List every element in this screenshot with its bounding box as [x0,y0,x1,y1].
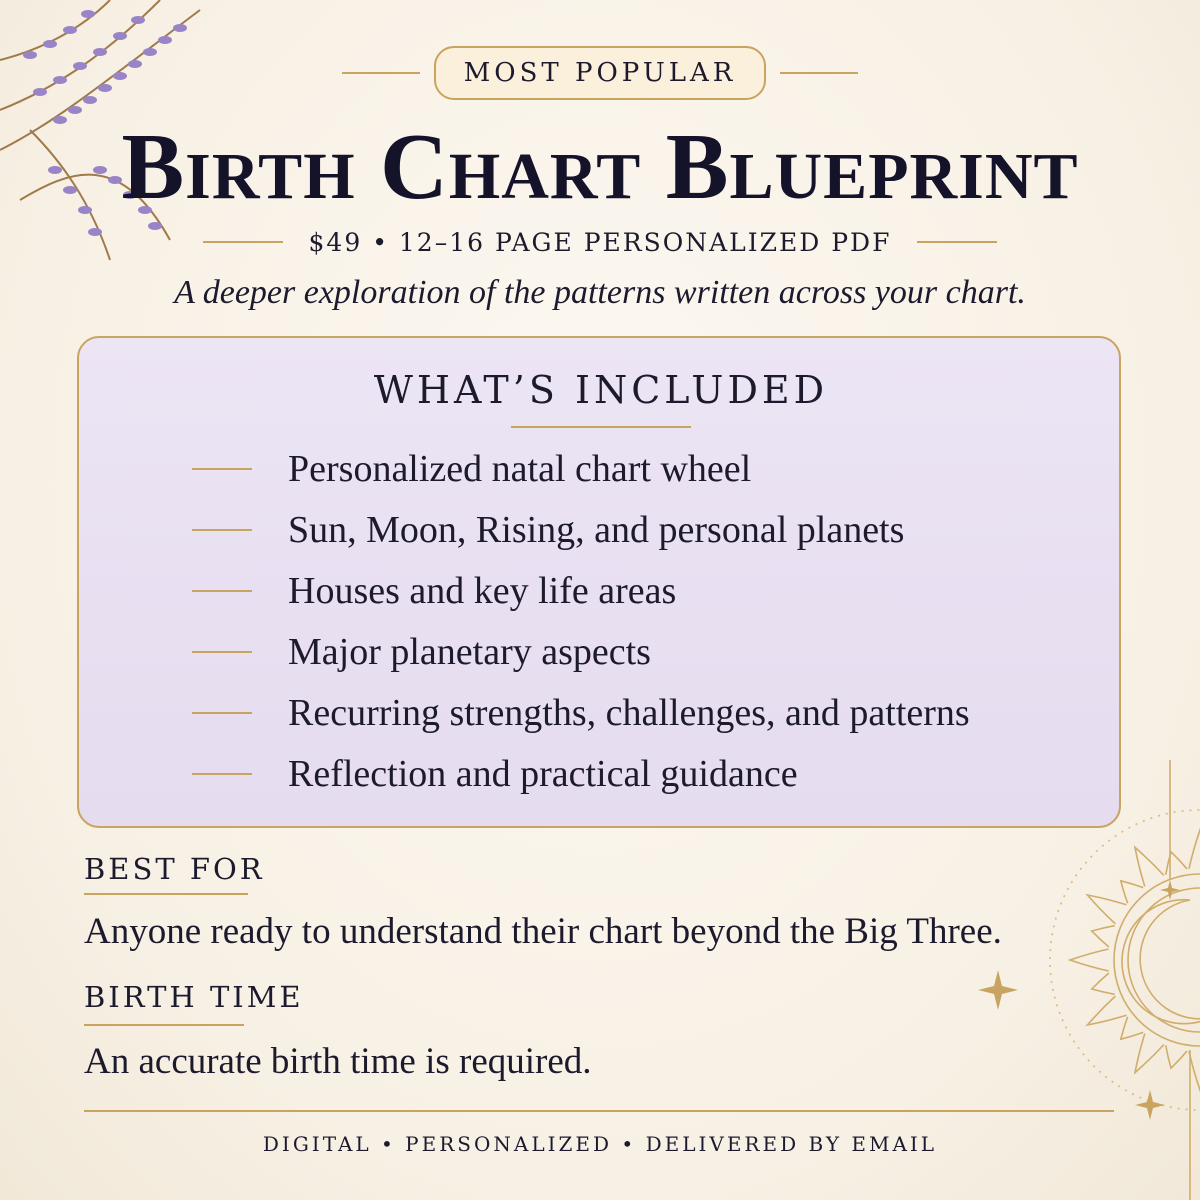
sun-ray [1121,881,1143,903]
sun-ray [1070,949,1109,971]
list-item-text: Recurring strengths, challenges, and patterns [288,692,970,734]
list-item [79,442,1123,496]
dash-bullet-icon [192,468,252,470]
dash-bullet-icon [192,773,252,775]
badge-rule-right [780,72,858,74]
list-item [79,503,1123,557]
sparkle-icon [978,880,1180,1120]
sun-ray [1092,926,1115,947]
sun-ray [1135,1034,1164,1073]
subtitle-row [0,222,1200,262]
dash-bullet-icon [192,529,252,531]
footer-text: DIGITAL • PERSONALIZED • DELIVERED BY EMAIL [262,1132,938,1156]
list-item [79,564,1123,618]
list-item-text: Major planetary aspects [288,631,651,673]
list-item-text: Reflection and practical guidance [288,753,798,795]
list-item-text: Houses and key life areas [288,570,677,612]
best-for-label: BEST FOR [84,852,265,886]
sun-ray [1135,847,1164,886]
subtitle-rule-right [917,241,997,243]
dash-bullet-icon [192,712,252,714]
tagline: A deeper exploration of the patterns written across your chart. [174,274,1026,311]
birth-time-label: BIRTH TIME [84,980,304,1014]
badge-label: MOST POPULAR [463,58,737,88]
birth-time-text: An accurate birth time is required. [84,1041,592,1082]
sun-ray [1166,1045,1187,1068]
sun-ray [1121,1017,1143,1039]
best-for-text: Anyone ready to understand their chart beyond the Big Three. [84,911,1002,952]
whats-included-underline [511,426,691,428]
subtitle-rule-left [203,241,283,243]
dash-bullet-icon [192,651,252,653]
sun-ray [1087,895,1126,924]
list-item [79,625,1123,679]
best-for-underline [84,893,248,895]
list-item-text: Personalized natal chart wheel [288,448,752,490]
sun-ray [1087,996,1126,1025]
sun-ray [1166,852,1187,875]
dash-bullet-icon [192,590,252,592]
footer-rule [84,1110,1114,1112]
whats-included-card [77,336,1121,828]
price-subtitle: $49 • 12–16 PAGE PERSONALIZED PDF [308,227,892,257]
birth-time-underline [84,1024,244,1026]
list-item-text: Sun, Moon, Rising, and personal planets [288,509,905,551]
badge-row [0,44,1200,102]
badge-rule-left [342,72,420,74]
page-title: Birth Chart Blueprint [121,115,1079,219]
sun-ray [1092,973,1115,994]
list-item [79,686,1123,740]
whats-included-title: WHAT’S INCLUDED [373,368,829,412]
sun-ray [1189,830,1200,869]
most-popular-badge [434,46,767,100]
